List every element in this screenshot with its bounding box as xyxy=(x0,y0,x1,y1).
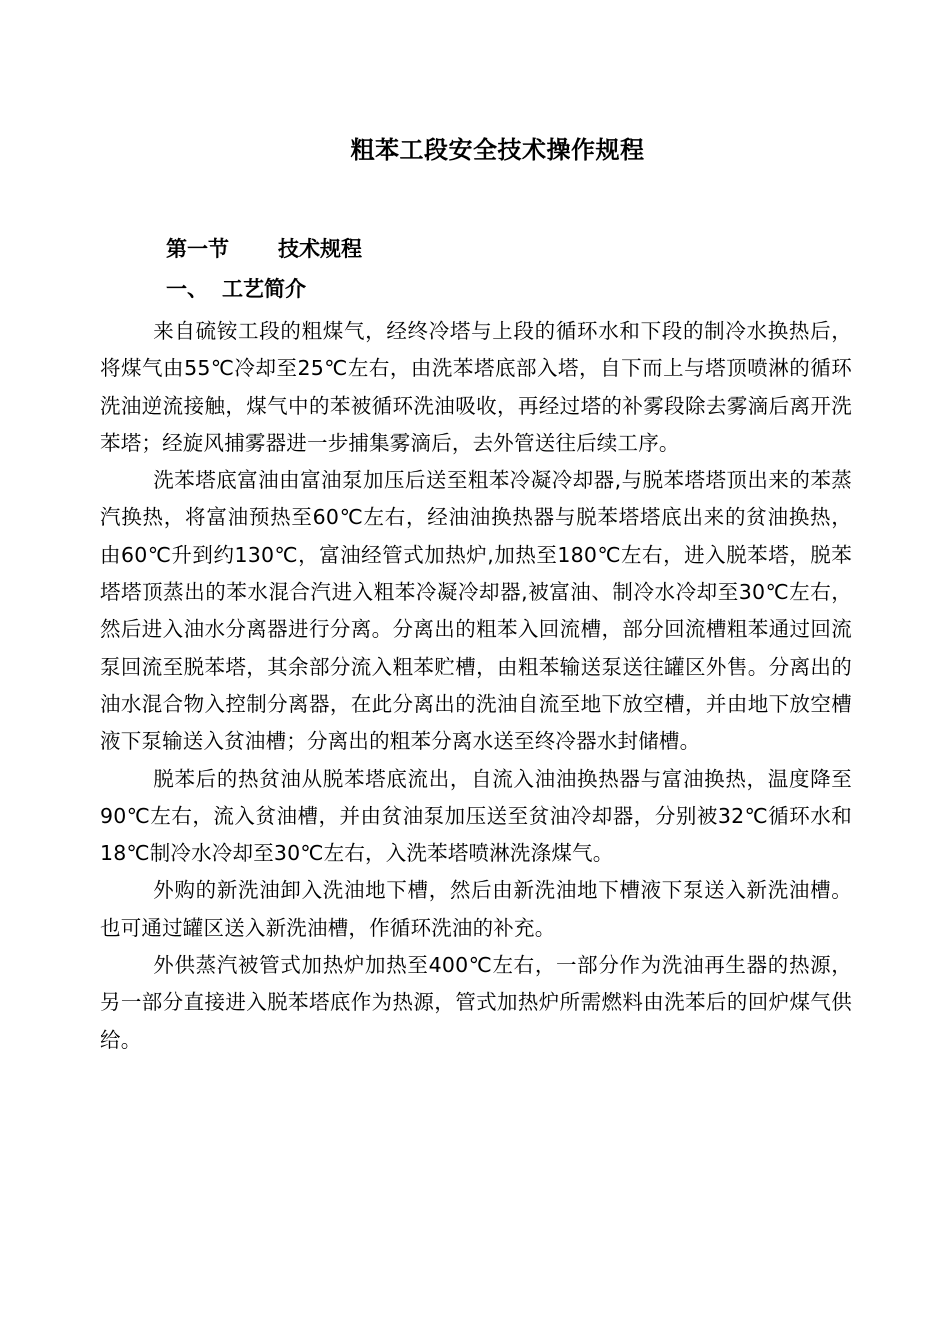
paragraph: 脱苯后的热贫油从脱苯塔底流出，自流入油油换热器与富油换热，温度降至90℃左右，流入贫油槽，并由贫油泵加压送至贫油冷却器，分别被32℃循环水和18℃制冷水冷却至30℃左右，入洗苯塔喷淋洗涤煤气。 xyxy=(100,766,852,866)
paragraph: 洗苯塔底富油由富油泵加压后送至粗苯冷凝冷却器,与脱苯塔塔顶出来的苯蒸汽换热，将富油预热至60℃左右，经油油换热器与脱苯塔塔底出来的贫油换热，由60℃升到约130℃，富油经管式加热炉,加热至180℃左右，进入脱苯塔，脱苯塔塔顶蒸出的苯水混合汽进入粗苯冷凝冷却器,被富油、制冷水冷却至30℃左右，然后进入油水分离器进行分离。分离出的粗苯入回流槽，部分回流槽粗苯通过回流泵回流至脱苯塔，其余部分流入粗苯贮槽，由粗苯输送泵送往罐区外售。分离出的油水混合物入控制分离器，在此分离出的洗油自流至地下放空槽，并由地下放空槽液下泵输送入贫油槽；分离出的粗苯分离水送至终冷器水封储槽。 xyxy=(100,468,852,754)
document-body xyxy=(100,313,852,1059)
section-title: 技术规程 xyxy=(278,237,362,261)
subsection-heading xyxy=(166,274,306,304)
paragraph: 外购的新洗油卸入洗油地下槽，然后由新洗油地下槽液下泵送入新洗油槽。也可通过罐区送入新洗油槽，作循环洗油的补充。 xyxy=(100,878,852,940)
document-title: 粗苯工段安全技术操作规程 xyxy=(350,136,645,164)
subsection-title: 工艺简介 xyxy=(222,277,306,301)
subsection-number: 一、 xyxy=(166,277,208,301)
paragraph: 来自硫铵工段的粗煤气，经终冷塔与上段的循环水和下段的制冷水换热后，将煤气由55℃冷却至25℃左右，由洗苯塔底部入塔，自下而上与塔顶喷淋的循环洗油逆流接触，煤气中的苯被循环洗油吸收，再经过塔的补雾段除去雾滴后离开洗苯塔；经旋风捕雾器进一步捕集雾滴后，去外管送往后续工序。 xyxy=(100,319,852,455)
paragraph: 外供蒸汽被管式加热炉加热至400℃左右，一部分作为洗油再生器的热源，另一部分直接进入脱苯塔底作为热源，管式加热炉所需燃料由洗苯后的回炉煤气供给。 xyxy=(100,953,852,1052)
section-heading xyxy=(166,234,362,264)
section-number: 第一节 xyxy=(166,237,229,261)
